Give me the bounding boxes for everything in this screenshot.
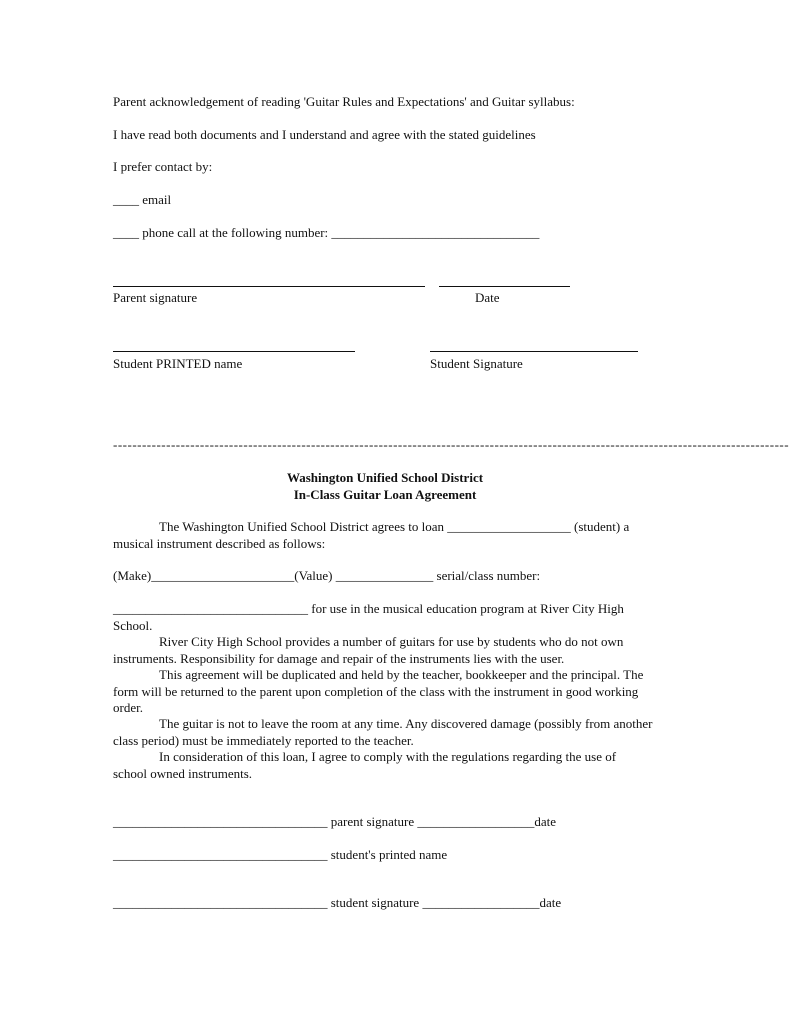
instrument-use-line: ______________________________ for use in the musical education program at River City High School. xyxy=(113,601,624,633)
paragraph-room-rule: The guitar is not to leave the room at any time. Any discovered damage (possibly from another class period) must be immediately reported to the teacher. xyxy=(113,716,653,748)
contact-option-email: ____ email xyxy=(113,192,172,207)
ack-heading: Parent acknowledgement of reading 'Guitar Rules and Expectations' and Guitar syllabus: xyxy=(113,94,575,109)
student-signature-date-line: _________________________________ student signature __________________date xyxy=(113,895,562,910)
paragraph-guitars-provided: River City High School provides a number of guitars for use by students who do not own instruments. Responsibility for damage and repair of the instruments lies with the user. xyxy=(113,634,624,666)
district-title: Washington Unified School District xyxy=(286,470,484,485)
instrument-description-line: (Make)______________________(Value) _______________ serial/class number: xyxy=(113,568,541,583)
contact-option-phone: ____ phone call at the following number: ________________________________ xyxy=(113,225,540,240)
date-line xyxy=(439,286,570,287)
paragraph-duplication: This agreement will be duplicated and held by the teacher, bookkeeper and the principal. The form will be returned to the parent upon completion of the class with the instrument in good working order. xyxy=(113,667,644,715)
ack-statement: I have read both documents and I understand and agree with the stated guidelines xyxy=(113,127,536,142)
student-signature-label: Student Signature xyxy=(430,356,523,371)
student-signature-line xyxy=(430,351,638,352)
cut-line-separator: -------------------------------------------------------------------------------------------------------------------------------------------- xyxy=(113,437,789,452)
contact-prompt: I prefer contact by: xyxy=(113,159,213,174)
date-label: Date xyxy=(475,290,500,305)
paragraph-consideration: In consideration of this loan, I agree to comply with the regulations regarding the use of school owned instruments. xyxy=(113,749,617,781)
student-printed-name-field: _________________________________ student's printed name xyxy=(113,847,448,862)
agreement-intro: The Washington Unified School District agrees to loan ___________________ (student) a musical instrument described as follows: xyxy=(113,519,630,551)
student-printed-name-line xyxy=(113,351,355,352)
agreement-title: In-Class Guitar Loan Agreement xyxy=(293,487,477,502)
parent-signature-line xyxy=(113,286,425,287)
student-printed-name-label: Student PRINTED name xyxy=(113,356,243,371)
parent-signature-label: Parent signature xyxy=(113,290,198,305)
parent-signature-date-line: _________________________________ parent signature __________________date xyxy=(113,814,557,829)
